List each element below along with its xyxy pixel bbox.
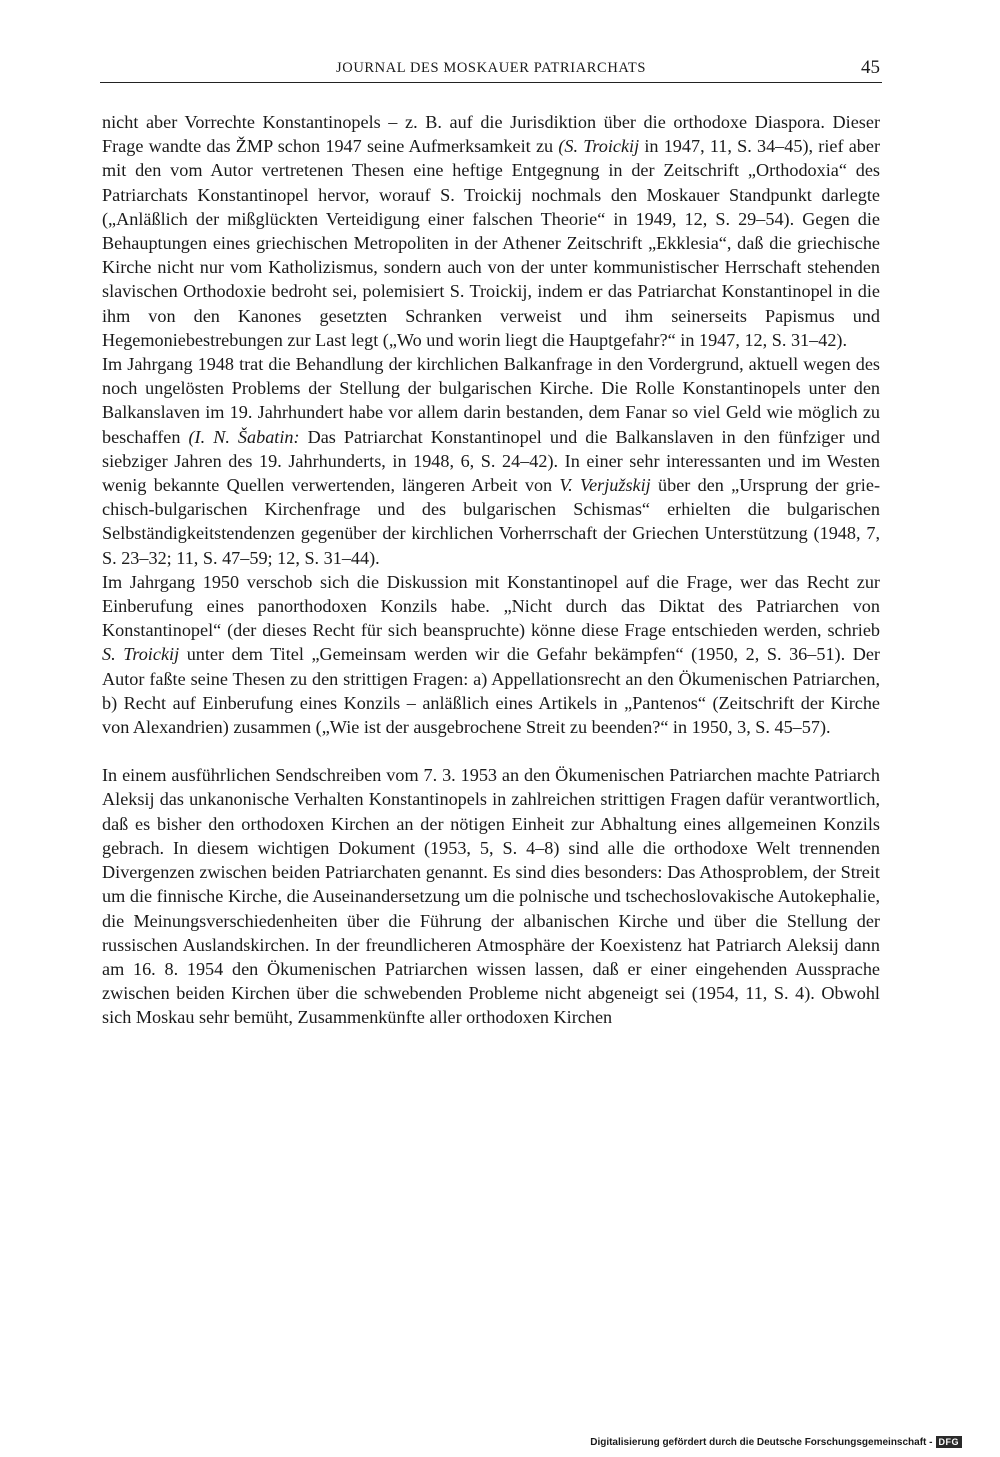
paragraph-2	[102, 352, 880, 570]
text-segment: nicht aber Vorrechte Konstantinopels – z. B. auf die Jurisdiktion über die orthodoxe Diaspora. Dieser Frage wandte das ŽMP schon 1947 seine Aufmerksamkeit zu	[102, 112, 880, 157]
text-segment: in 1947, 11, S. 34–45), rief aber mit den vom Autor vertretenen Thesen eine heftige Entgegnung in der Zeitschrift „Orthodoxia“ des Patriarchats Konstantinopel hervor, worauf S. Troickij nochmals den Moskauer Standpunkt darlegte („Anläßlich der mißglückten Verteidigung einer falschen Theorie“ in 1949, 12, S. 29–54). Gegen die Behauptungen eines griechischen Metropoliten in der Athener Zeitschrift „Ekklesia“, daß die griechische Kirche nicht nur vom Katholizismus, sondern auch von der unter kommunistischer Herrschaft stehenden slavischen Orthodoxie bedroht sei, polemisiert S. Troickij, indem er das Patriarchat Konstantinopel in die ihm von den Kanones gesetzten Schranken verweist und ihm seinerseits Papismus und Hegemoniebestrebungen zur Last legt („Wo und worin liegt die Hauptgefahr?“ in 1947, 12, S. 31–42).	[102, 136, 880, 350]
text-segment: Im Jahrgang 1948 trat die Behandlung der kirchlichen Balkanfrage in den Vordergrund, aktuell wegen des noch ungelösten Problems der Stellung der bulgarischen Kirche. Die Rolle Konstantinopels unter den Balkanslaven im 19. Jahrhundert habe vor allem darin bestanden, dem Fanar so viel Geld wie möglich zu beschaffen	[102, 354, 880, 447]
text-segment: Im Jahrgang 1950 verschob sich die Diskussion mit Konstantinopel auf die Frage, wer das Recht zur Einberufung eines panorthodoxen Konzils habe. „Nicht durch das Diktat des Patriarchen von Konstantinopel“ (der dieses Recht für sich beanspruchte) könne diese Frage entschieden werden, schrieb	[102, 571, 880, 641]
paragraph-3	[102, 570, 880, 739]
paragraph-1	[102, 110, 880, 352]
text-segment: unter dem Titel „Gemeinsam werden wir die Gefahr bekämpfen“ (1950, 2, S. 36–51). Der Autor faßte seine Thesen zu den strittigen Fragen: a) Appellationsrecht an den Ökumenischen Patriarchen, b) Recht auf Einberufung eines Konzils – anläßlich eines Artikels in „Pantenos“ (Zeitschrift der Kirche von Alexandrien) zusammen („Wie ist der ausgebrochene Streit zu beenden?“ in 1950, 3, S. 45–57).	[102, 644, 880, 738]
body-text	[102, 110, 880, 1030]
author-name: V. Verjužskij	[559, 475, 651, 496]
author-name: S. Troickij	[102, 644, 180, 665]
author-name: (I. N. Šabatin:	[188, 426, 300, 447]
footer-text: Digitalisierung gefördert durch die Deutsche Forschungsgemeinschaft -	[590, 1436, 933, 1448]
running-title: JOURNAL DES MOSKAUER PATRIARCHATS	[336, 60, 646, 76]
text-segment: über den „Ursprung der griechisch-bulgarischen Kirchenfrage und des bulgarischen Schismas“ erhielten die bulgarischen Selbständigkeitstendenzen gegenüber der kirchlichen Vorherrschaft der Griechen Unterstützung (1948, 7, S. 23–32; 11, S. 47–59; 12, S. 31–44).	[102, 475, 880, 568]
text-segment: Das Patriarchat Konstantinopel und die Balkanslaven in den fünfziger und siebziger Jahren des 19. Jahrhunderts, in 1948, 6, S. 24–42). In einer sehr interessanten und im Westen wenig bekannte Quellen verwertenden, längeren Arbeit von	[102, 426, 880, 496]
author-name: (S. Troickij	[558, 136, 640, 157]
text-segment: In einem ausführlichen Sendschreiben vom 7. 3. 1953 an den Ökumenischen Patriarchen machte Patriarch Aleksij das unkanonische Verhalten Konstantinopels in zahlreichen strittigen Fragen dafür verantwortlich, daß es bisher den orthodoxen Kirchen an der nötigen Einheit zur Abhaltung eines allgemeinen Konzils gebrach. In diesem wichtigen Dokument (1953, 5, S. 4–8) sind alle die orthodoxe Welt trennenden Divergenzen zwischen beiden Patriarchaten genannt. Es sind dies besonders: Das Athosproblem, der Streit um die finnische Kirche, die Auseinandersetzung um die polnische und tschechoslovakische Autokephalie, die Meinungsverschiedenheiten über die Führung der albanischen Kirche und über die Stellung der russischen Auslandskirchen. In der freundlicheren Atmosphäre der Koexistenz hat Patriarch Aleksij dann am 16. 8. 1954 den Ökumenischen Patriarchen wissen lassen, daß er einer eingehenden Aussprache zwischen beiden Kirchen über die schwebenden Probleme nicht abgeneigt sei (1954, 11, S. 4). Obwohl sich Moskau sehr bemüht, Zusammenkünfte aller orthodoxen Kirchen	[102, 765, 880, 1028]
digitization-footer	[590, 1436, 962, 1448]
paragraph-4	[102, 763, 880, 1029]
page-number: 45	[861, 57, 880, 78]
dfg-logo: DFG	[936, 1436, 963, 1448]
running-head	[100, 58, 882, 83]
